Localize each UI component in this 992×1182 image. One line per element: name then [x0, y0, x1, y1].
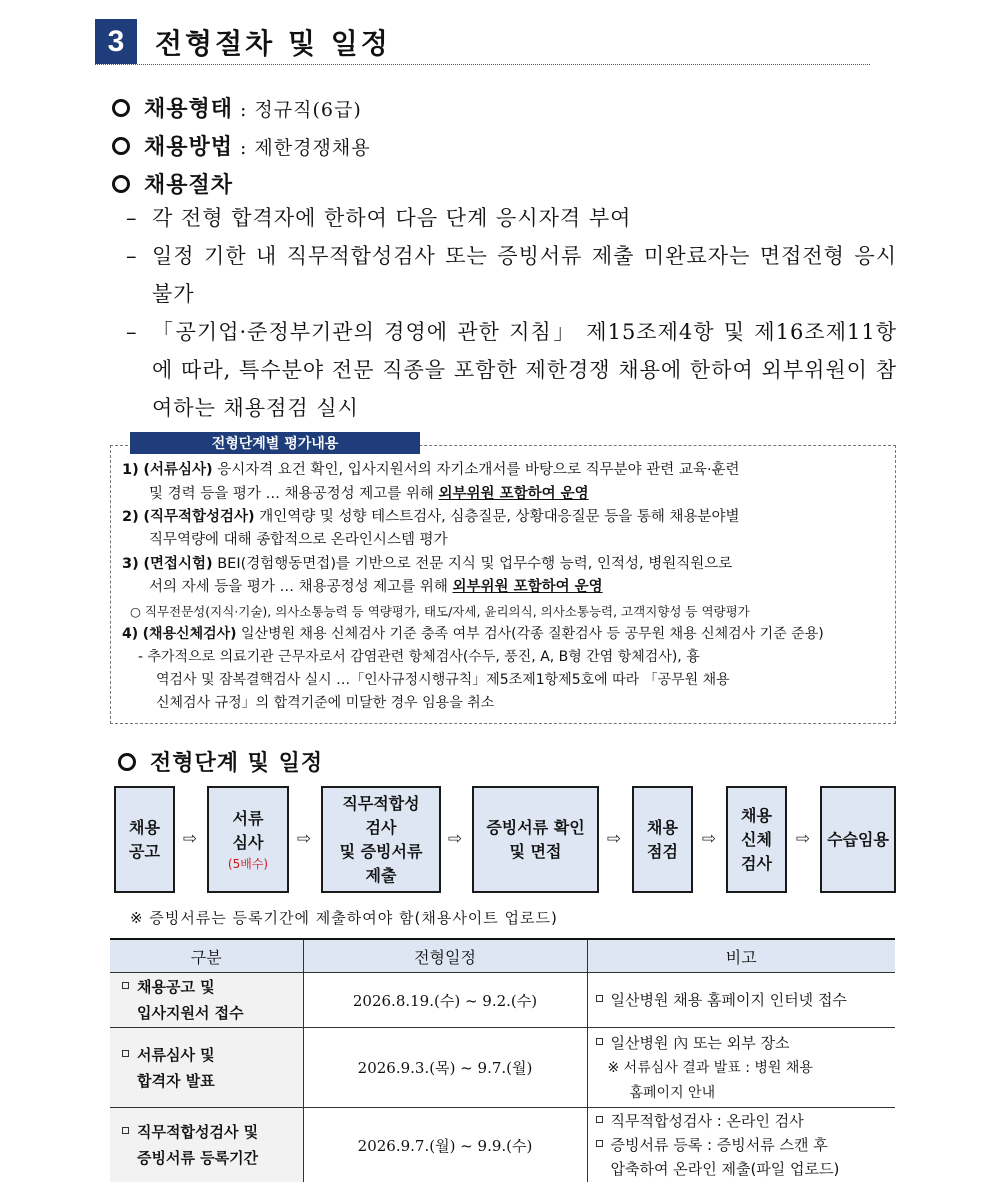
eval-item-4-sub	[156, 692, 494, 716]
dash-bullet: –	[126, 313, 138, 351]
eval-item-4-sub	[156, 669, 730, 693]
flow-step-aptitude-test	[321, 786, 441, 893]
eval-item-3	[122, 553, 732, 577]
square-bullet-icon	[596, 1140, 603, 1147]
date-cell: 2026.9.7.(월) ~ 9.9.(수)	[303, 1108, 587, 1182]
step-line: 제출	[366, 864, 397, 888]
procedure-text: 일정 기한 내 직무적합성검사 또는 증빙서류 제출 미완료자는 면접전형 응시 불가	[152, 244, 897, 306]
bullet-sep: :	[240, 137, 247, 159]
eval-item-3-cont	[149, 576, 603, 600]
square-bullet-icon	[596, 995, 603, 1002]
item-text: 일산병원 채용 신체검사 기준 충족 여부 검사(각종 질환검사 등 공무원 채용 신체검사 기준 준용)	[237, 626, 824, 642]
note-cell	[587, 1028, 895, 1108]
stage-text: 서류심사 및	[137, 1046, 215, 1064]
evaluation-box-title: 전형단계별 평가내용	[130, 432, 420, 454]
circle-bullet-icon	[118, 753, 136, 771]
bullet-procedure	[112, 168, 233, 199]
stage-cell	[110, 1108, 303, 1182]
flow-step-interview	[472, 786, 599, 893]
bullet-value: 정규직(6급)	[254, 99, 361, 121]
section-title: 전형절차 및 일정	[155, 22, 391, 62]
item-number: 2)	[122, 509, 139, 525]
bullet-key: 채용절차	[144, 173, 233, 198]
square-bullet-icon	[122, 982, 129, 989]
date-cell: 2026.9.3.(목) ~ 9.7.(월)	[303, 1028, 587, 1108]
arrow-right-icon: ⇨	[178, 829, 202, 849]
circle-bullet-icon	[112, 137, 130, 155]
note-text: 홈페이지 안내	[596, 1085, 716, 1101]
arrow-right-icon: ⇨	[697, 829, 721, 849]
schedule-heading-text: 전형단계 및 일정	[150, 751, 323, 776]
step-line: 직무적합성	[342, 792, 419, 816]
table-header-row	[110, 939, 895, 973]
step-line: 채용	[647, 816, 678, 840]
item-text: 신체검사 규정」의 합격기준에 미달한 경우 임용을 취소	[156, 695, 494, 711]
step-note: (5배수)	[228, 855, 268, 873]
step-line: 검사	[741, 852, 772, 876]
eval-item-4-sub	[138, 646, 700, 670]
step-line: 및 증빙서류	[340, 840, 423, 864]
item-note: ○ 직무전문성(지식·기술), 의사소통능력 등 역량평가, 태도/자세, 윤리의식, 의사소통능력, 고객지향성 등 역량평가	[130, 604, 750, 619]
stage-cell	[110, 1028, 303, 1108]
eval-item-1-cont	[149, 483, 589, 507]
step-line: 채용	[741, 804, 772, 828]
eval-item-2	[122, 506, 740, 530]
step-line: 서류	[233, 807, 264, 831]
item-text: BEI(경험행동면접)를 기반으로 전문 지식 및 업무수행 능력, 인적성, 병원직원으로	[213, 556, 733, 572]
item-heading: (채용신체검사)	[143, 626, 237, 642]
schedule-table	[110, 938, 895, 1182]
item-heading: (직무적합성검사)	[143, 509, 254, 525]
item-number: 1)	[122, 462, 139, 478]
note-text: 직무적합성검사 : 온라인 검사	[611, 1112, 804, 1130]
procedure-item	[152, 199, 897, 237]
stage-text: 합격자 발표	[122, 1072, 215, 1090]
item-number: 4)	[122, 626, 138, 642]
note-text: 일산병원 채용 홈페이지 인터넷 접수	[611, 991, 847, 1009]
note-text: 증빙서류 등록 : 증빙서류 스캔 후	[611, 1136, 828, 1154]
procedure-item	[152, 313, 897, 427]
item-text: 서의 자세 등을 평가 … 채용공정성 제고를 위해	[149, 579, 453, 595]
square-bullet-icon	[122, 1127, 129, 1134]
eval-item-1	[122, 459, 740, 483]
note-text: ※ 서류심사 결과 발표 : 병원 채용	[596, 1060, 813, 1076]
note-text: 일산병원 內 또는 외부 장소	[611, 1034, 790, 1052]
circle-bullet-icon	[112, 175, 130, 193]
flow-step-physical-exam	[726, 786, 787, 893]
stage-text: 증빙서류 등록기간	[122, 1149, 258, 1167]
item-emphasis: 외부위원 포함하여 운영	[453, 579, 603, 595]
step-line: 및 면접	[510, 840, 562, 864]
flow-note: ※ 증빙서류는 등록기간에 제출하여야 함(채용사이트 업로드)	[130, 907, 558, 928]
procedure-item	[152, 237, 897, 313]
schedule-heading	[118, 746, 323, 777]
step-line: 채용	[129, 816, 160, 840]
item-heading: (서류심사)	[143, 462, 212, 478]
arrow-right-icon: ⇨	[791, 829, 815, 849]
item-emphasis: 외부위원 포함하여 운영	[439, 486, 589, 502]
arrow-right-icon: ⇨	[292, 829, 316, 849]
section-number-badge: 3	[95, 19, 137, 64]
step-line: 수습임용	[827, 828, 889, 852]
stage-text: 채용공고 및	[137, 978, 215, 996]
item-text: 응시자격 요건 확인, 입사지원서의 자기소개서를 바탕으로 직무분야 관련 교육·훈련	[213, 462, 740, 478]
arrow-right-icon: ⇨	[602, 829, 626, 849]
table-row	[110, 1028, 895, 1108]
procedure-text: 「공기업·준정부기관의 경영에 관한 지침」 제15조제4항 및 제16조제11항에 따라, 특수분야 전문 직종을 포함한 제한경쟁 채용에 한하여 외부위원이 참여하는 채용점검 실시	[152, 320, 897, 420]
column-header: 전형일정	[303, 939, 587, 973]
flow-step-inspection	[632, 786, 693, 893]
square-bullet-icon	[596, 1116, 603, 1123]
square-bullet-icon	[122, 1050, 129, 1057]
step-line: 신체	[741, 828, 772, 852]
bullet-key: 채용방법	[144, 135, 233, 160]
circle-bullet-icon	[112, 99, 130, 117]
table-row	[110, 1108, 895, 1182]
date-cell: 2026.8.19.(수) ~ 9.2.(수)	[303, 973, 587, 1028]
section-divider	[95, 64, 870, 65]
eval-item-4	[122, 623, 824, 647]
step-line: 공고	[129, 840, 160, 864]
column-header: 비고	[587, 939, 895, 973]
bullet-sep: :	[240, 99, 247, 121]
step-line: 검사	[366, 816, 397, 840]
square-bullet-icon	[596, 1038, 603, 1045]
flow-step-probation	[820, 786, 896, 893]
procedure-text: 각 전형 합격자에 한하여 다음 단계 응시자격 부여	[152, 206, 631, 230]
note-cell	[587, 973, 895, 1028]
flow-step-announcement	[114, 786, 175, 893]
item-text: 직무역량에 대해 종합적으로 온라인시스템 평가	[149, 532, 448, 548]
stage-text: 직무적합성검사 및	[137, 1123, 258, 1141]
bullet-employment-type	[112, 92, 362, 123]
stage-cell	[110, 973, 303, 1028]
flow-step-document-screening	[207, 786, 289, 893]
note-text: 압축하여 온라인 제출(파일 업로드)	[596, 1160, 840, 1178]
item-text: - 추가적으로 의료기관 근무자로서 감염관련 항체검사(수두, 풍진, A, B형 간염 항체검사), 흉	[138, 649, 700, 665]
eval-item-3-note	[130, 600, 750, 624]
step-line: 증빙서류 확인	[486, 816, 584, 840]
step-line: 심사	[233, 831, 264, 855]
stage-text: 입사지원서 접수	[122, 1004, 244, 1022]
bullet-key: 채용형태	[144, 97, 233, 122]
item-text: 역검사 및 잠복결핵검사 실시 …「인사규정시행규칙」제5조제1항제5호에 따라 「공무원 채용	[156, 672, 730, 688]
item-heading: (면접시험)	[143, 556, 212, 572]
bullet-value: 제한경쟁채용	[254, 137, 370, 159]
item-text: 및 경력 등을 평가 … 채용공정성 제고를 위해	[149, 486, 439, 502]
eval-item-2-cont	[149, 529, 448, 553]
column-header: 구분	[110, 939, 303, 973]
table-row	[110, 973, 895, 1028]
note-cell	[587, 1108, 895, 1182]
step-line: 점검	[647, 840, 678, 864]
item-text: 개인역량 및 성향 테스트검사, 심층질문, 상황대응질문 등을 통해 채용분야별	[255, 509, 740, 525]
item-number: 3)	[122, 556, 139, 572]
dash-bullet: –	[126, 199, 138, 237]
bullet-employment-method	[112, 130, 371, 161]
dash-bullet: –	[126, 237, 138, 275]
arrow-right-icon: ⇨	[443, 829, 467, 849]
